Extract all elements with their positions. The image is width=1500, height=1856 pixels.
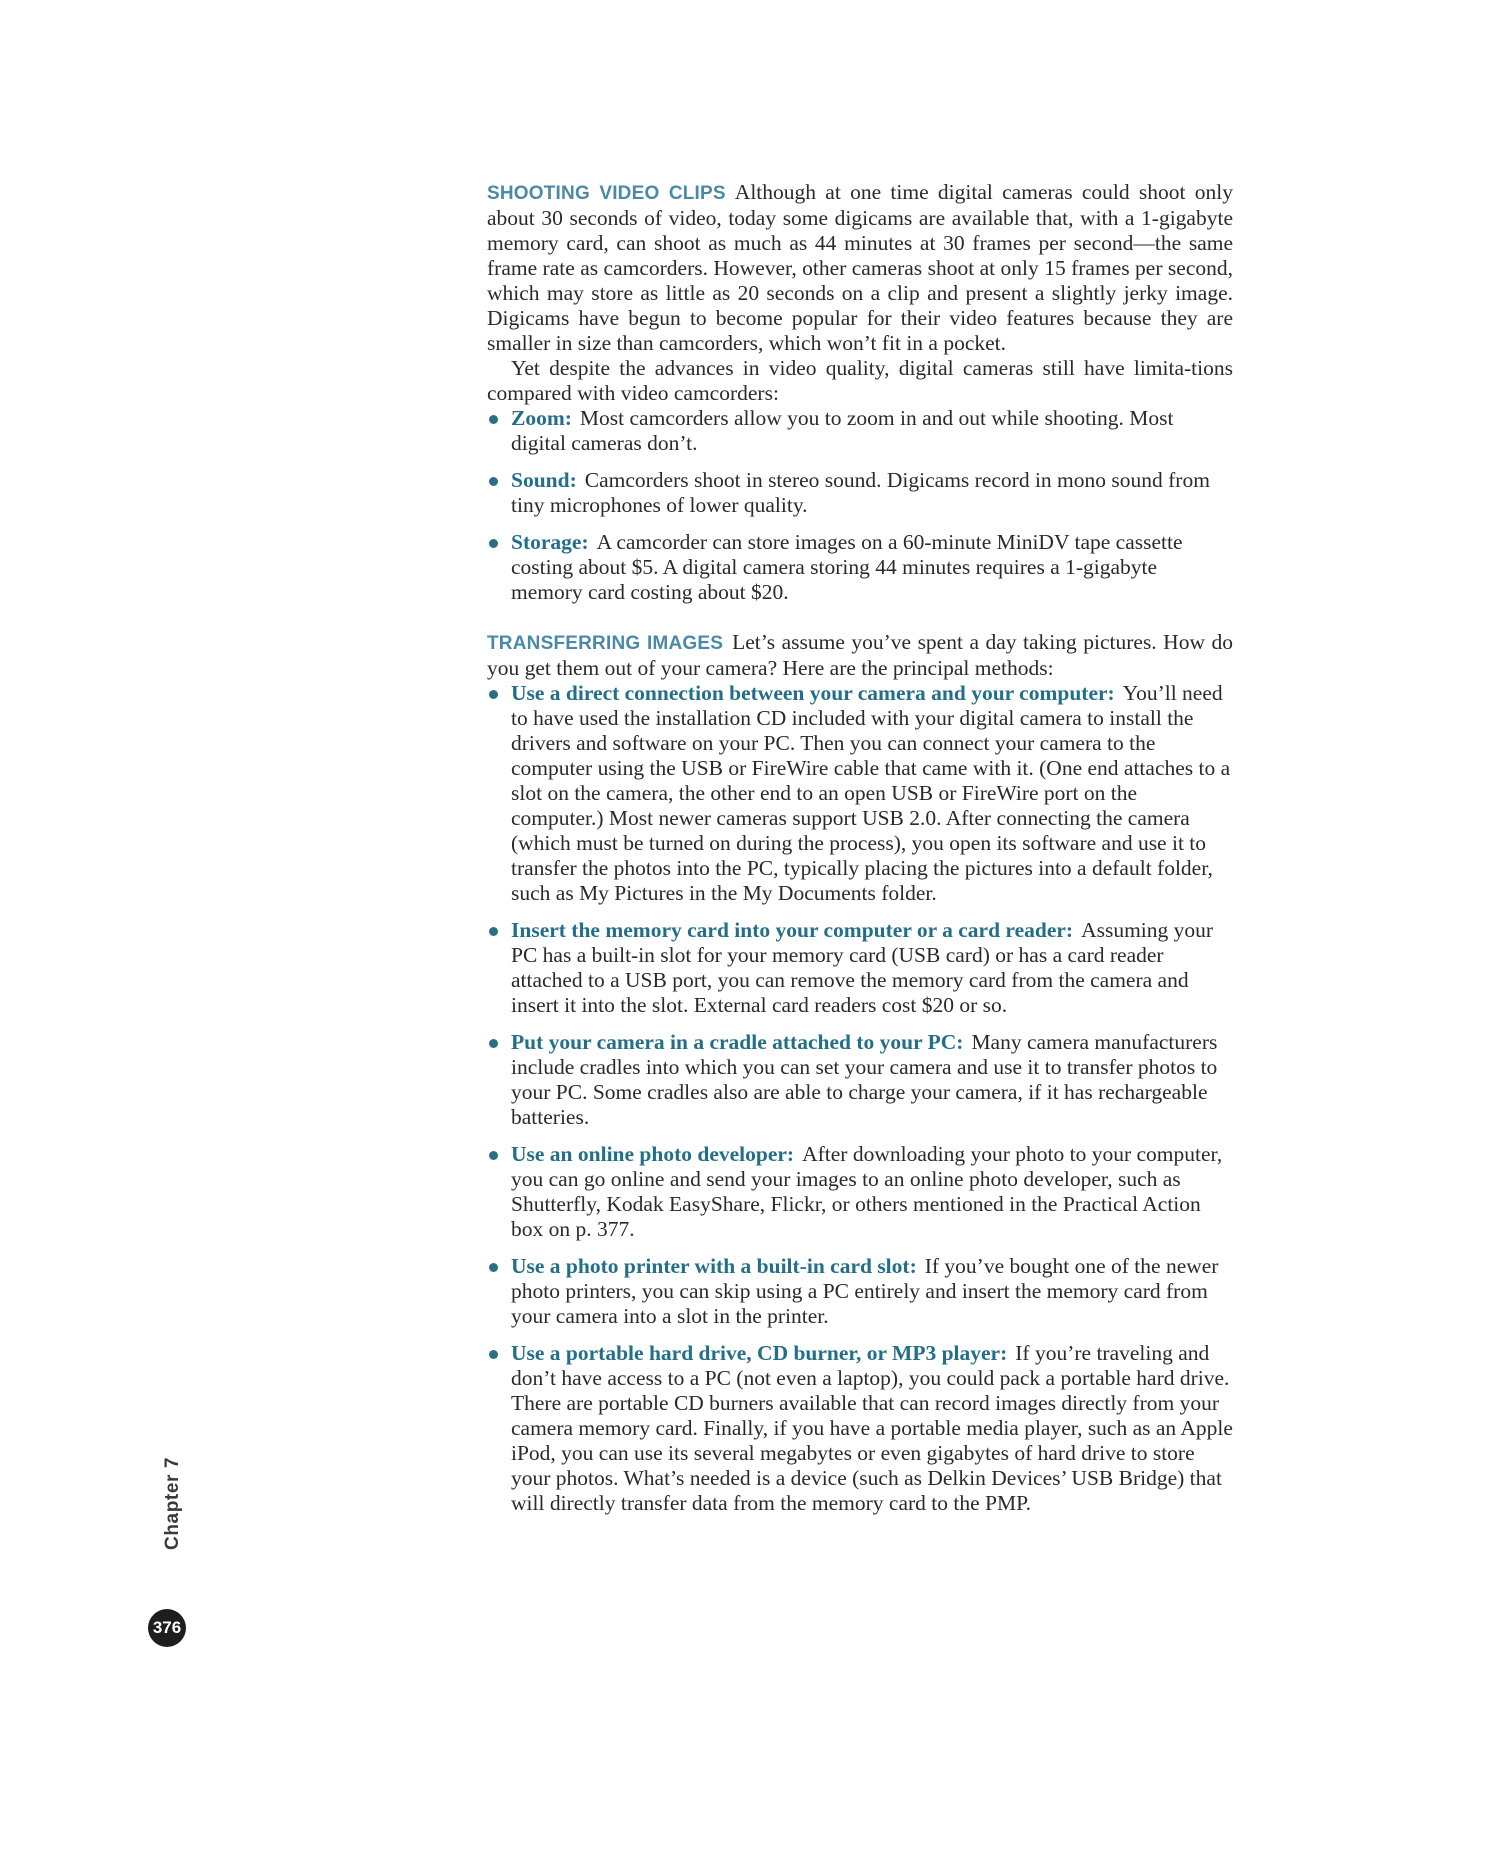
bullet-term: Use a direct connection between your camera and your computer: [511, 681, 1115, 705]
bullet-text: You’ll need to have used the installation CD included with your digital camera to install the drivers and software on your PC. Then you can connect your camera to the computer using the USB or FireWire cable that came with it. (One end attaches to a slot on the camera, the other end to an open USB or FireWire port on the computer.) Most newer cameras support USB 2.0. After connecting the camera (which must be turned on during the process), you open its software and use it to transfer the photos into the PC, typically placing the pictures into a default folder, such as My Pictures in the My Documents folder. [511, 681, 1231, 905]
list-item [487, 1030, 1233, 1130]
camcorder-comparison-list [487, 406, 1233, 605]
bullet-text: If you’re traveling and don’t have access to a PC (not even a laptop), you could pack a portable hard drive. There are portable CD burners available that can record images directly from your camera memory card. Finally, if you have a portable media player, such as an Apple iPod, you can use its several megabytes or even gigabytes of hard drive to store your photos. What’s needed is a device (such as Delkin Devices’ USB Bridge) that will directly transfer data from the memory card to the PMP. [511, 1341, 1233, 1515]
bullet-term: Zoom: [511, 406, 572, 430]
bullet-text: A camcorder can store images on a 60-minute MiniDV tape cassette costing about $5. A digital camera storing 44 minutes requires a 1-gigabyte memory card costing about $20. [511, 530, 1183, 604]
bullet-icon [489, 477, 498, 486]
page-number-badge: 376 [148, 1609, 186, 1647]
bullet-text: Most camcorders allow you to zoom in and out while shooting. Most digital cameras don’t. [511, 406, 1174, 455]
main-text-column [487, 180, 1233, 1516]
list-item [487, 1341, 1233, 1516]
bullet-term: Sound: [511, 468, 577, 492]
bullet-icon [489, 1039, 498, 1048]
list-item [487, 1254, 1233, 1329]
list-item [487, 681, 1233, 906]
list-item [487, 468, 1233, 518]
section-heading-transferring-images: TRANSFERRING IMAGES [487, 633, 724, 654]
bullet-term: Use a portable hard drive, CD burner, or MP3 player: [511, 1341, 1008, 1365]
bullet-term: Use an online photo developer: [511, 1142, 795, 1166]
bullet-icon [489, 927, 498, 936]
bullet-icon [489, 690, 498, 699]
transferring-images-paragraph [487, 630, 1233, 681]
video-clips-body: Although at one time digital cameras could shoot only about 30 seconds of video, today some digicams are available that, with a 1-gigabyte memory card, can shoot as much as 44 minutes at 30 frames per second—the same frame rate as camcorders. However, other cameras shoot at only 15 frames per second, which may store as little as 20 seconds on a clip and present a slightly jerky image. Digicams have begun to become popular for their video features because they are smaller in size than camcorders, which won’t fit in a pocket. [487, 180, 1233, 355]
bullet-icon [489, 1151, 498, 1160]
bullet-term: Insert the memory card into your computer or a card reader: [511, 918, 1074, 942]
list-item [487, 1142, 1233, 1242]
bullet-text: Camcorders shoot in stereo sound. Digicams record in mono sound from tiny microphones of lower quality. [511, 468, 1210, 517]
list-item [487, 530, 1233, 605]
chapter-label: Chapter 7 [162, 1456, 183, 1550]
bullet-text: Many camera manufacturers include cradles into which you can set your camera and use it to transfer photos to your PC. Some cradles also are able to charge your camera, if it has rechargeable batteries. [511, 1030, 1218, 1129]
bullet-term: Put your camera in a cradle attached to your PC: [511, 1030, 964, 1054]
bullet-text: Assuming your PC has a built-in slot for your memory card (USB card) or has a card reader attached to a USB port, you can remove the memory card from the camera and insert it into the slot. External card readers cost $20 or so. [511, 918, 1214, 1017]
transfer-methods-list [487, 681, 1233, 1516]
bullet-text: After downloading your photo to your computer, you can go online and send your images to an online photo developer, such as Shutterfly, Kodak EasyShare, Flickr, or others mentioned in the Practical Action box on p. 377. [511, 1142, 1223, 1241]
transferring-images-body: Let’s assume you’ve spent a day taking pictures. How do you get them out of your camera? Here are the principal methods: [487, 630, 1233, 680]
video-clips-paragraph [487, 180, 1233, 356]
bullet-icon [489, 415, 498, 424]
list-item [487, 406, 1233, 456]
bullet-icon [489, 1263, 498, 1272]
section-heading-video-clips: SHOOTING VIDEO CLIPS [487, 183, 726, 204]
bullet-icon [489, 1350, 498, 1359]
bullet-icon [489, 539, 498, 548]
bullet-term: Use a photo printer with a built-in card slot: [511, 1254, 917, 1278]
limitations-paragraph: Yet despite the advances in video quality, digital cameras still have limita-tions compared with video camcorders: [487, 356, 1233, 405]
list-item [487, 918, 1233, 1018]
bullet-text: If you’ve bought one of the newer photo printers, you can skip using a PC entirely and insert the memory card from your camera into a slot in the printer. [511, 1254, 1219, 1328]
bullet-term: Storage: [511, 530, 589, 554]
